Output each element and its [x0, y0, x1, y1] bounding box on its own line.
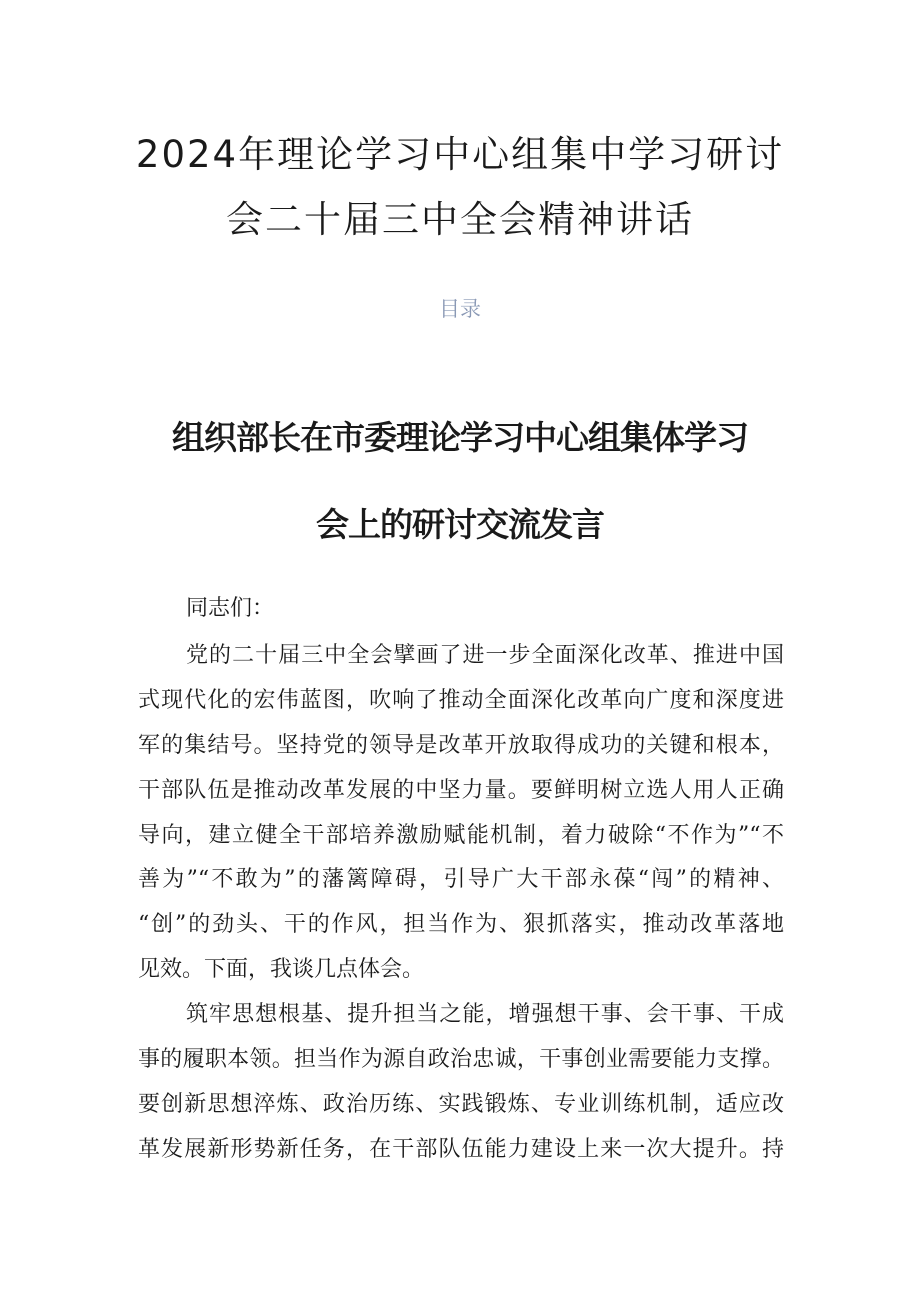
- document-title-line-2: 会二十届三中全会精神讲话: [226, 198, 694, 241]
- salutation: 同志们：: [186, 596, 275, 621]
- paragraph-line: 见效。下面，我谈几点体会。: [138, 957, 425, 982]
- paragraph-line: 军的集结号。坚持党的领导是改革开放取得成功的关键和根本，: [138, 733, 784, 758]
- paragraph-line: 干部队伍是推动改革发展的中坚力量。要鲜明树立选人用人正确: [138, 778, 784, 803]
- paragraph-line: 式现代化的宏伟蓝图，吹响了推动全面深化改革向广度和深度进: [138, 688, 784, 713]
- document-title-line-1: 2024年理论学习中心组集中学习研讨: [135, 133, 785, 176]
- paragraph-line: 党的二十届三中全会擘画了进一步全面深化改革、推进中国: [186, 643, 784, 668]
- section-heading-line-2: 会上的研讨交流发言: [316, 505, 604, 544]
- paragraph-line: 革发展新形势新任务，在干部队伍能力建设上来一次大提升。持: [138, 1137, 784, 1162]
- paragraph-line: 善为”“不敢为”的藩篱障碍，引导广大干部永葆“闯”的精神、: [138, 867, 784, 892]
- paragraph-line: 事的履职本领。担当作为源自政治忠诚，干事创业需要能力支撑。: [138, 1047, 784, 1072]
- paragraph-line: “创”的劲头、干的作风，担当作为、狠抓落实，推动改革落地: [138, 912, 784, 937]
- paragraph-line: 导向，建立健全干部培养激励赋能机制，着力破除“不作为”“不: [138, 823, 784, 848]
- section-heading-line-1: 组织部长在市委理论学习中心组集体学习: [172, 418, 748, 457]
- table-of-contents-label[interactable]: 目录: [439, 297, 481, 321]
- paragraph-line: 筑牢思想根基、提升担当之能，增强想干事、会干事、干成: [186, 1002, 784, 1027]
- paragraph-line: 要创新思想淬炼、政治历练、实践锻炼、专业训练机制，适应改: [138, 1092, 784, 1117]
